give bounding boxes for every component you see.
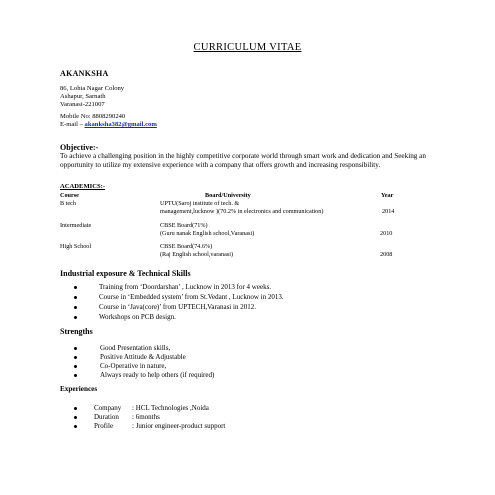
email-link[interactable]: akanksha382@gmail.com [84, 121, 157, 128]
academics-heading: ACADEMICS:- [60, 183, 106, 190]
bullet-icon [74, 296, 77, 299]
academic-year: 2014 [382, 208, 395, 215]
industrial-heading: Industrial exposure & Technical Skills [60, 269, 191, 278]
board-line: CBSE Board(74.6%) [160, 243, 213, 250]
list-item: Training from ‘Doordarshan’ , Lucknow in 2013 for 4 weeks. [99, 283, 272, 291]
bullet-icon [74, 425, 77, 428]
list-item: Positive Attitude & Adjustable [100, 353, 186, 361]
academic-course: Intermediate [60, 222, 92, 229]
objective-text: To achieve a challenging position in the highly competitive corporate world through smart work and dedication and Seeking an opportunity to utilize my extensive experience with a company that offers growth and increasing responsibility. [60, 152, 426, 169]
bullet-icon [74, 356, 77, 359]
experiences-heading: Experiences [60, 385, 98, 393]
column-header-board: Board/University [205, 192, 251, 199]
board-line: UPTU(Saroj institute of tech. & [160, 200, 240, 207]
academic-board [160, 243, 233, 259]
board-line: (Raj English school,varanasi) [160, 251, 234, 258]
experience-value: : 6months [132, 413, 160, 421]
experience-label: Company [94, 404, 122, 412]
academic-course: B tech [60, 200, 76, 207]
column-header-course: Course [60, 192, 79, 199]
list-item: Workshops on PCB design. [99, 313, 176, 321]
academic-year: 2008 [380, 251, 393, 258]
list-item: Always ready to help others (if required) [100, 371, 215, 379]
experience-label: Duration [94, 413, 119, 421]
board-line: CBSE Board(71%) [160, 222, 208, 229]
address-line: Varanasi-221007 [60, 101, 105, 108]
bullet-icon [74, 347, 77, 350]
candidate-name: AKANKSHA [60, 69, 109, 78]
experience-value: : Junior engineer-product support [132, 422, 226, 430]
academic-board [160, 200, 323, 216]
mobile-number: Mobile No: 8808290240 [60, 113, 126, 120]
board-line: (Guru nanak English school,Varanasi) [160, 230, 255, 237]
contact-block [60, 113, 157, 129]
email-line [60, 121, 157, 129]
document-title: CURRICULUM VITAE [193, 42, 302, 53]
academic-year: 2010 [380, 230, 393, 237]
list-item: Co-Operative in nature, [100, 362, 167, 370]
address-block [60, 85, 124, 109]
bullet-icon [74, 416, 77, 419]
academic-course: High School [60, 243, 92, 250]
academic-board [160, 222, 254, 238]
list-item: Good Presentation skills, [100, 344, 171, 352]
bullet-icon [74, 407, 77, 410]
column-header-year: Year [381, 192, 394, 199]
address-line: 86, Lohia Nagar Colony [60, 85, 125, 92]
objective-heading: Objective:- [60, 143, 99, 152]
address-line: Ashapur, Sarnath [60, 93, 106, 100]
bullet-icon [74, 365, 77, 368]
strengths-heading: Strengths [60, 327, 93, 336]
bullet-icon [74, 286, 77, 289]
bullet-icon [74, 316, 77, 319]
board-line: management,lucknow )(70.2% in electronics and communication) [160, 208, 324, 215]
bullet-icon [74, 306, 77, 309]
list-item: Course in ‘Java(core)’ from UPTECH,Varanasi in 2012. [99, 303, 256, 311]
email-label: E-mail – [60, 121, 83, 128]
bullet-icon [74, 374, 77, 377]
experience-label: Profile [94, 422, 114, 430]
list-item: Course in ‘Embedded system’ from St.Vedant , Lucknow in 2013. [99, 293, 284, 301]
experience-value: : HCL Technologies ,Noida [132, 404, 209, 412]
